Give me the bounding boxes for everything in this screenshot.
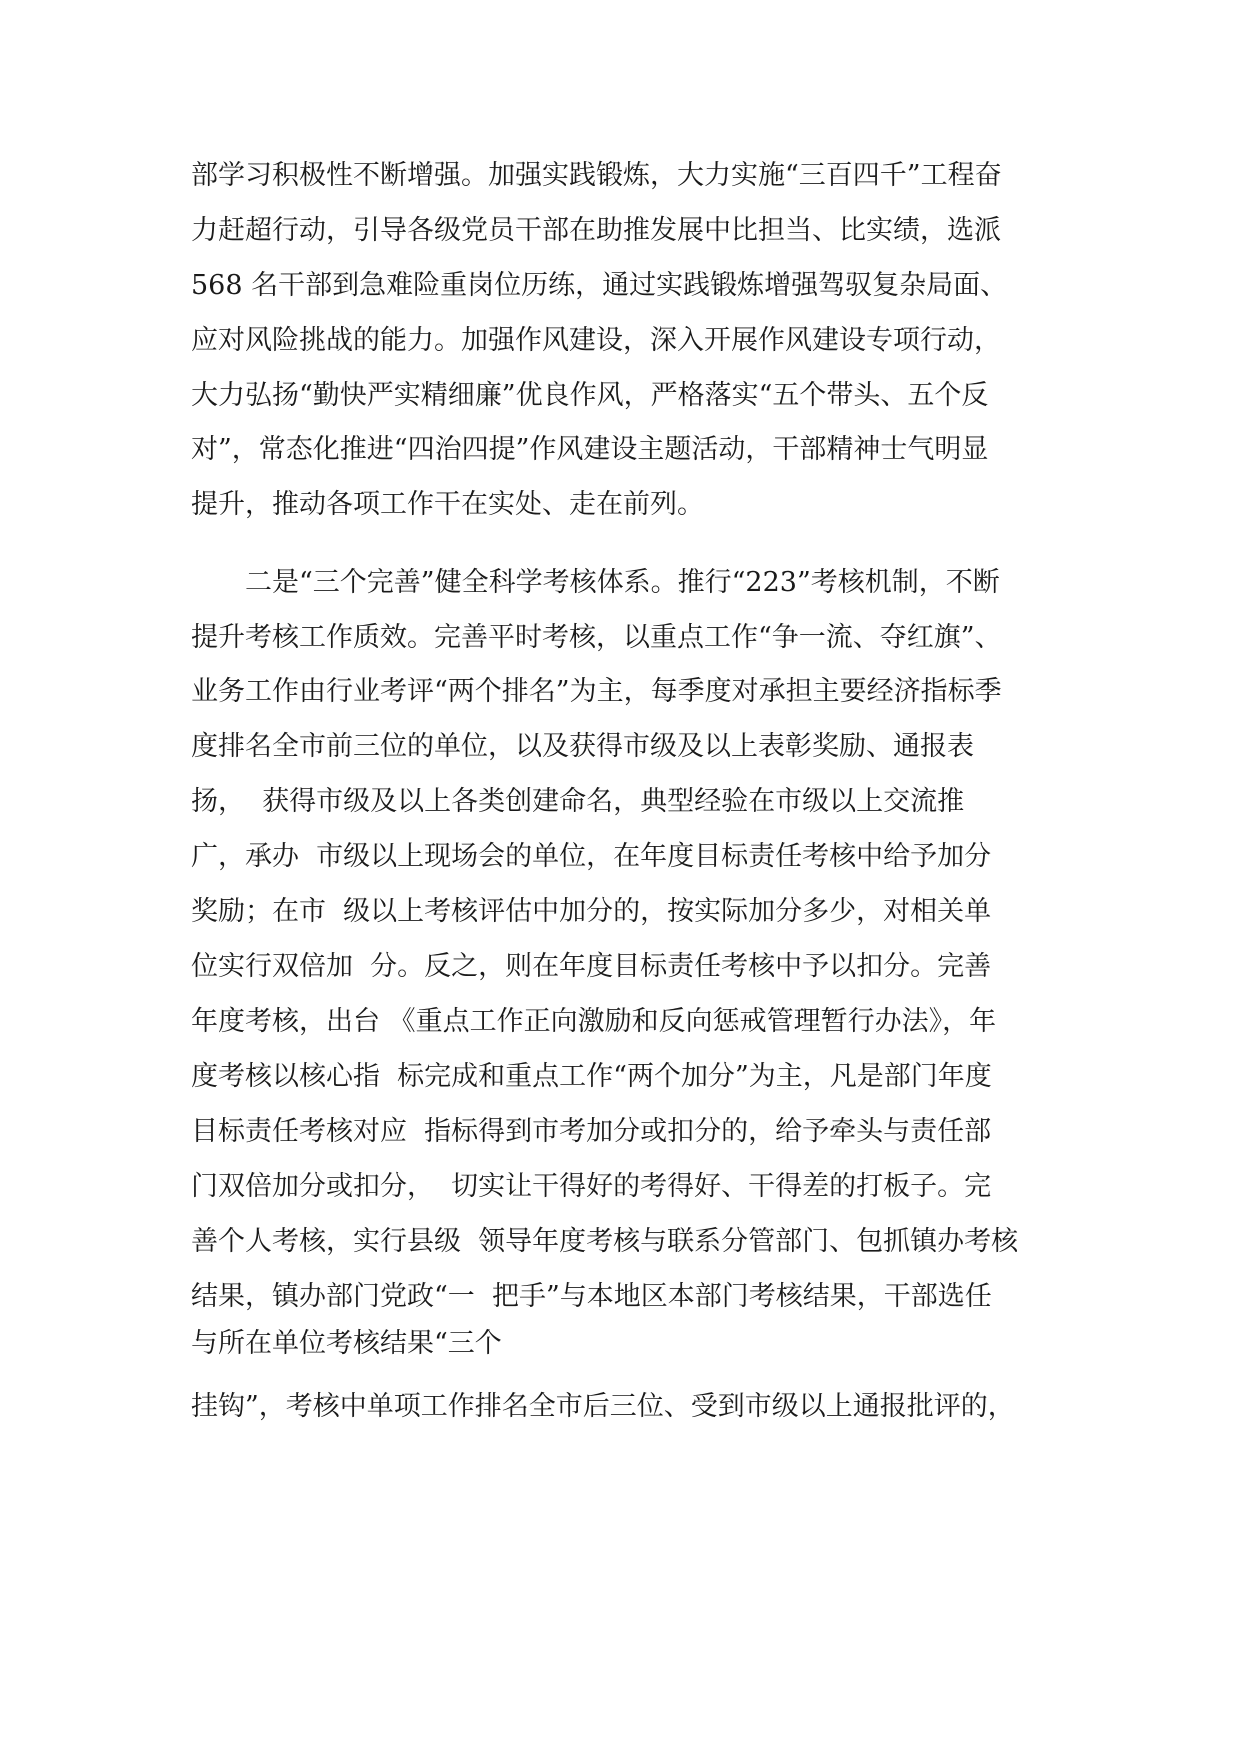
- text-line: 目标责任考核对应 指标得到市考加分或扣分的，给予牵头与责任部: [191, 1116, 992, 1147]
- text-line: 力赶超行动，引导各级党员干部在助推发展中比担当、比实绩，选派: [191, 215, 1001, 246]
- text-line: 568 名干部到急难险重岗位历练，通过实践锻炼增强驾驭复杂局面、: [191, 270, 1008, 301]
- text-line: 业务工作由行业考评“两个排名”为主，每季度对承担主要经济指标季: [191, 676, 1002, 707]
- text-line: 部学习积极性不断增强。加强实践锻炼，大力实施“三百四千”工程奋: [191, 160, 1002, 191]
- text-line: 提升考核工作质效。完善平时考核，以重点工作“争一流、夺红旗”、: [191, 622, 1002, 653]
- text-line: 度考核以核心指 标完成和重点工作“两个加分”为主，凡是部门年度: [191, 1061, 992, 1092]
- text-line: 善个人考核，实行县级 领导年度考核与联系分管部门、包抓镇办考核: [191, 1226, 1019, 1257]
- text-line: 位实行双倍加 分。反之，则在年度目标责任考核中予以扣分。完善: [191, 951, 992, 982]
- text-line: 应对风险挑战的能力。加强作风建设，深入开展作风建设专项行动，: [191, 325, 1001, 356]
- text-line: 结果，镇办部门党政“一 把手”与本地区本部门考核结果，干部选任: [191, 1281, 992, 1312]
- text-line: 提升，推动各项工作干在实处、走在前列。: [191, 489, 704, 520]
- text-line: 与所在单位考核结果“三个: [191, 1328, 502, 1359]
- text-line: 扬， 获得市级及以上各类创建命名，典型经验在市级以上交流推: [191, 786, 965, 817]
- text-line: 挂钩”，考核中单项工作排名全市后三位、受到市级以上通报批评的，: [191, 1391, 1015, 1422]
- text-line: 奖励；在市 级以上考核评估中加分的，按实际加分多少，对相关单: [191, 896, 992, 927]
- text-line: 广，承办 市级以上现场会的单位，在年度目标责任考核中给予加分: [191, 841, 992, 872]
- text-line: 大力弘扬“勤快严实精细廉”优良作风，严格落实“五个带头、五个反: [191, 380, 989, 411]
- text-line: 度排名全市前三位的单位，以及获得市级及以上表彰奖励、通报表: [191, 731, 974, 762]
- text-line: 二是“三个完善”健全科学考核体系。推行“223”考核机制，不断: [191, 567, 1000, 598]
- text-line: 对”，常态化推进“四治四提”作风建设主题活动，干部精神士气明显: [191, 434, 989, 465]
- text-line: 年度考核，出台 《重点工作正向激励和反向惩戒管理暂行办法》，年: [191, 1006, 997, 1037]
- text-line: 门双倍加分或扣分， 切实让干得好的考得好、干得差的打板子。完: [191, 1171, 992, 1202]
